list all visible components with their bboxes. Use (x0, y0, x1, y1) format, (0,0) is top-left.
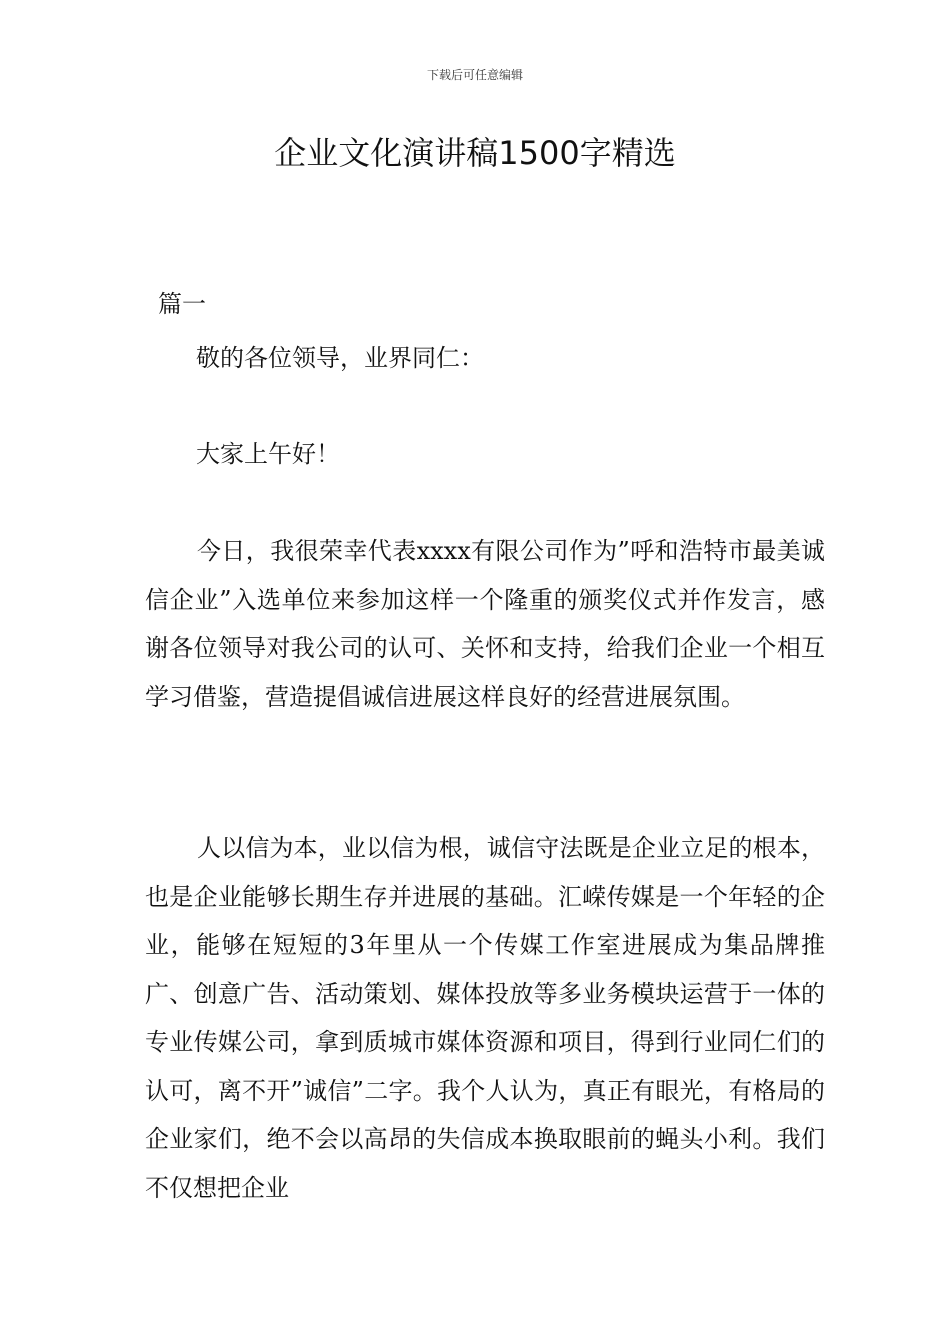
section-label: 篇一 (158, 290, 206, 318)
salutation-line: 敬的各位领导，业界同仁： (196, 344, 484, 372)
header-note: 下载后可任意编辑 (426, 68, 523, 82)
greeting-line: 大家上午好！ (196, 440, 340, 468)
body-paragraph: 今日，我很荣幸代表xxxx有限公司作为”呼和浩特市最美诚信企业”入选单位来参加这样一个隆重的颁奖仪式并作发言，感谢各位领导对我公司的认可、关怀和支持，给我们企业一个相互学习借鉴，营造提倡诚信进展这样良好的经营进展氛围。 (145, 537, 825, 711)
body-paragraph: 人以信为本，业以信为根，诚信守法既是企业立足的根本，也是企业能够长期生存并进展的基础。汇嵘传媒是一个年轻的企业，能够在短短的3年里从一个传媒工作室进展成为集品牌推广、创意广告、活动策划、媒体投放等多业务模块运营于一体的专业传媒公司，拿到质城市媒体资源和项目，得到行业同仁们的认可，离不开”诚信”二字。我个人认为，真正有眼光，有格局的企业家们，绝不会以高昂的失信成本换取眼前的蝇头小利。我们不仅想把企业 (145, 834, 825, 1202)
document-title: 企业文化演讲稿1500字精选 (274, 134, 676, 172)
